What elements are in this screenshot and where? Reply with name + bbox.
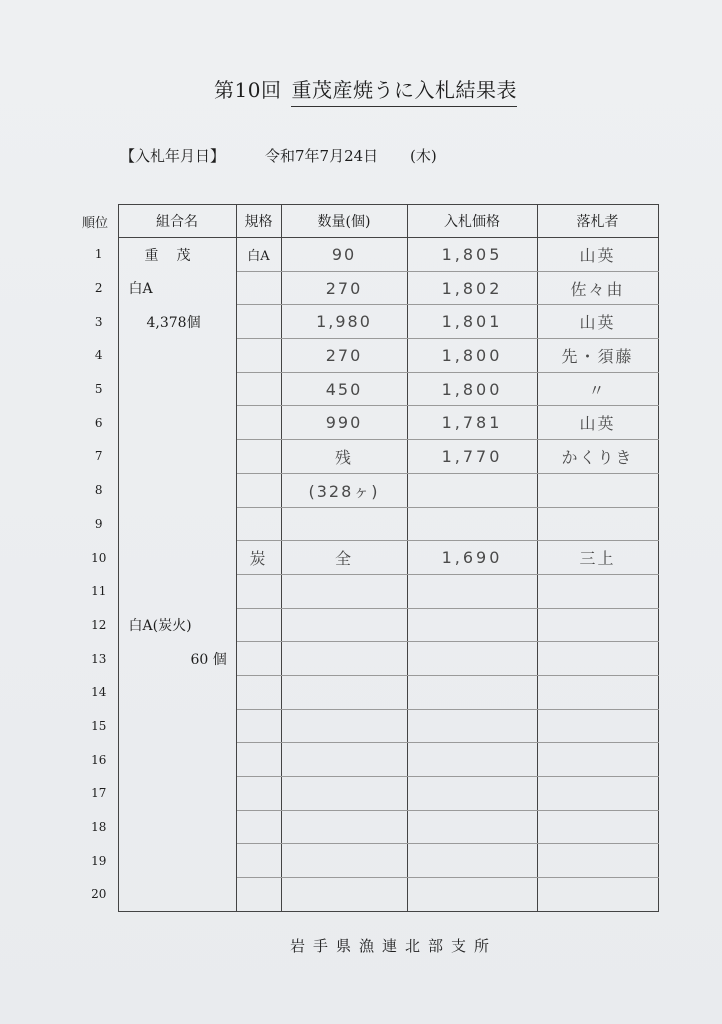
rank-cell: 9	[94, 516, 103, 531]
quantity-cell	[281, 743, 407, 777]
price-cell	[407, 675, 537, 709]
price-cell	[407, 743, 537, 777]
kumiai-cell	[118, 440, 236, 474]
price-cell	[407, 473, 537, 507]
winner-cell: 〃	[537, 372, 658, 406]
table-row	[80, 372, 658, 406]
quantity-cell: 450	[281, 372, 407, 406]
table-row	[80, 844, 658, 878]
quantity-cell: (328ヶ)	[281, 473, 407, 507]
rank-cell: 14	[91, 685, 107, 700]
price-cell: 1,800	[407, 372, 537, 406]
kikaku-cell	[236, 406, 281, 440]
table-row	[80, 777, 658, 811]
column-header-winner: 落札者	[537, 205, 658, 238]
kumiai-cell	[118, 473, 236, 507]
kumiai-cell	[118, 406, 236, 440]
column-header-quantity: 数量(個)	[281, 205, 407, 238]
table-row	[80, 541, 658, 575]
bid-date-label: 【入札年月日】	[120, 147, 226, 165]
kumiai-cell	[118, 878, 236, 912]
kikaku-cell	[236, 675, 281, 709]
kumiai-cell	[118, 608, 236, 642]
rank-cell: 12	[91, 617, 107, 632]
table-row	[80, 238, 658, 272]
price-cell: 1,800	[407, 339, 537, 373]
issuer-footer: 岩手県漁連北部支所	[290, 937, 498, 955]
kumiai-cell	[118, 743, 236, 777]
rank-cell: 18	[91, 820, 107, 835]
bid-date-value: 令和7年7月24日	[265, 147, 379, 165]
kikaku-cell	[236, 339, 281, 373]
title-label: 重茂産焼うに入札結果表	[291, 74, 517, 107]
winner-cell	[537, 574, 658, 608]
column-header-rank: 順位	[82, 215, 109, 231]
kikaku-cell	[236, 574, 281, 608]
table-row	[80, 608, 658, 642]
kikaku-cell	[236, 777, 281, 811]
winner-cell: 佐々由	[537, 271, 658, 305]
grade-sumibi-count: 60 個	[190, 651, 227, 668]
winner-cell: 山英	[537, 305, 658, 339]
bid-date-weekday: (木)	[410, 147, 437, 165]
kumiai-cell	[118, 642, 236, 676]
winner-cell	[537, 507, 658, 541]
winner-cell: 山英	[537, 238, 658, 272]
price-cell: 1,805	[407, 238, 537, 272]
kumiai-cell	[118, 574, 236, 608]
price-cell	[407, 777, 537, 811]
rank-cell: 6	[94, 415, 103, 430]
price-cell: 1,802	[407, 271, 537, 305]
winner-cell	[537, 709, 658, 743]
winner-cell	[537, 777, 658, 811]
kikaku-cell	[236, 844, 281, 878]
table-row	[80, 642, 658, 676]
quantity-cell: 残	[281, 440, 407, 474]
price-cell: 1,690	[407, 541, 537, 575]
quantity-cell	[281, 608, 407, 642]
table-row	[80, 574, 658, 608]
kumiai-cell	[118, 339, 236, 373]
price-cell	[407, 574, 537, 608]
kikaku-cell	[236, 709, 281, 743]
kumiai-cell	[118, 810, 236, 844]
kikaku-cell	[236, 305, 281, 339]
table-row	[80, 473, 658, 507]
quantity-cell	[281, 878, 407, 912]
kikaku-cell	[236, 507, 281, 541]
quantity-cell	[281, 709, 407, 743]
table-row	[80, 305, 658, 339]
rank-cell: 4	[94, 348, 103, 363]
winner-cell	[537, 743, 658, 777]
kikaku-cell	[236, 810, 281, 844]
quantity-cell: 990	[281, 406, 407, 440]
kumiai-cell	[118, 271, 236, 305]
quantity-cell	[281, 642, 407, 676]
page-title	[214, 74, 517, 107]
winner-cell: 山英	[537, 406, 658, 440]
table-header-row	[80, 205, 658, 238]
table-row	[80, 675, 658, 709]
results-table	[80, 204, 659, 912]
winner-cell	[537, 473, 658, 507]
rank-cell: 1	[94, 247, 103, 262]
rank-cell: 19	[91, 853, 107, 868]
quantity-cell	[281, 507, 407, 541]
table-row	[80, 878, 658, 912]
price-cell	[407, 608, 537, 642]
kikaku-cell	[236, 473, 281, 507]
table-row	[80, 271, 658, 305]
round-label: 第10回	[214, 78, 282, 102]
winner-cell	[537, 608, 658, 642]
price-cell: 1,770	[407, 440, 537, 474]
quantity-cell: 270	[281, 339, 407, 373]
grade-sumibi-label: 白A(炭火)	[128, 618, 192, 635]
kumiai-cell	[118, 305, 236, 339]
quantity-cell: 全	[281, 541, 407, 575]
rank-cell: 20	[91, 887, 107, 902]
price-cell	[407, 878, 537, 912]
rank-cell: 7	[94, 449, 103, 464]
table-row	[80, 406, 658, 440]
table-row	[80, 507, 658, 541]
quantity-cell: 90	[281, 238, 407, 272]
kumiai-cell	[118, 675, 236, 709]
rank-cell: 5	[94, 382, 103, 397]
rank-cell: 10	[91, 550, 107, 565]
column-header-kikaku: 規格	[236, 205, 281, 238]
rank-cell: 8	[94, 483, 103, 498]
winner-cell	[537, 810, 658, 844]
kikaku-cell	[236, 440, 281, 474]
quantity-cell	[281, 675, 407, 709]
price-cell: 1,781	[407, 406, 537, 440]
price-cell	[407, 709, 537, 743]
kumiai-cell	[118, 238, 236, 272]
grade-a-count: 4,378個	[146, 314, 201, 331]
kumiai-cell	[118, 507, 236, 541]
price-cell	[407, 642, 537, 676]
kikaku-cell	[236, 743, 281, 777]
rank-cell: 3	[94, 314, 103, 329]
winner-cell	[537, 878, 658, 912]
rank-cell: 16	[91, 752, 107, 767]
kumiai-name: 重茂	[144, 248, 209, 264]
kikaku-cell	[236, 271, 281, 305]
grade-a-label: 白A	[128, 281, 153, 298]
kumiai-cell	[118, 709, 236, 743]
rank-cell: 2	[94, 281, 103, 296]
table-row	[80, 743, 658, 777]
kumiai-cell	[118, 372, 236, 406]
kikaku-cell	[236, 642, 281, 676]
quantity-cell: 1,980	[281, 305, 407, 339]
column-header-kumiai: 組合名	[118, 205, 236, 238]
winner-cell: 先・須藤	[537, 339, 658, 373]
quantity-cell	[281, 777, 407, 811]
price-cell	[407, 810, 537, 844]
rank-cell: 11	[91, 584, 107, 599]
winner-cell: かくりき	[537, 440, 658, 474]
quantity-cell	[281, 844, 407, 878]
price-cell	[407, 844, 537, 878]
rank-cell: 15	[91, 718, 107, 733]
quantity-cell	[281, 574, 407, 608]
winner-cell	[537, 844, 658, 878]
table-row	[80, 339, 658, 373]
quantity-cell: 270	[281, 271, 407, 305]
kikaku-cell	[236, 372, 281, 406]
kikaku-cell: 炭	[236, 541, 281, 575]
kikaku-cell: 白A	[236, 238, 281, 272]
winner-cell	[537, 642, 658, 676]
kumiai-cell	[118, 777, 236, 811]
table-row	[80, 810, 658, 844]
kikaku-cell	[236, 878, 281, 912]
price-cell	[407, 507, 537, 541]
table-row	[80, 440, 658, 474]
price-cell: 1,801	[407, 305, 537, 339]
rank-cell: 13	[91, 651, 107, 666]
kikaku-cell	[236, 608, 281, 642]
winner-cell	[537, 675, 658, 709]
rank-cell: 17	[91, 786, 107, 801]
kumiai-cell	[118, 541, 236, 575]
table-row	[80, 709, 658, 743]
column-header-price: 入札価格	[407, 205, 537, 238]
quantity-cell	[281, 810, 407, 844]
kumiai-cell	[118, 844, 236, 878]
winner-cell: 三上	[537, 541, 658, 575]
